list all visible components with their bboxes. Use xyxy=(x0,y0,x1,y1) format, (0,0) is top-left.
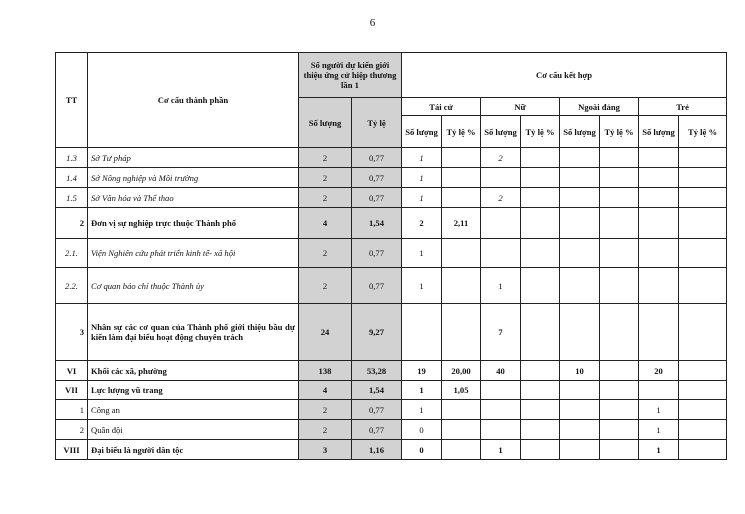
row-ratio: 0,77 xyxy=(352,168,402,188)
row-qty: 2 xyxy=(299,148,352,168)
header-quantity: Số lượng xyxy=(299,98,352,148)
row-re-ratio xyxy=(442,188,481,208)
table-row xyxy=(56,208,727,239)
row-qty: 4 xyxy=(299,208,352,239)
row-re-qty xyxy=(402,304,442,361)
table-row xyxy=(56,400,727,420)
row-tt: VII xyxy=(56,381,88,400)
row-female-ratio xyxy=(521,400,560,420)
header-non-party-ratio: Tỷ lệ % xyxy=(600,116,639,148)
row-tt: VIII xyxy=(56,440,88,460)
row-re-qty: 0 xyxy=(402,440,442,460)
table-row xyxy=(56,168,727,188)
row-name: Công an xyxy=(88,400,299,420)
row-qty: 24 xyxy=(299,304,352,361)
row-young-qty xyxy=(639,188,679,208)
row-name: Đơn vị sự nghiệp trực thuộc Thành phố xyxy=(88,208,299,239)
row-tt: 1 xyxy=(56,400,88,420)
row-re-qty: 1 xyxy=(402,148,442,168)
row-non-party-qty xyxy=(560,208,600,239)
row-qty: 138 xyxy=(299,361,352,381)
row-re-qty: 1 xyxy=(402,381,442,400)
row-female-ratio xyxy=(521,420,560,440)
row-young-qty: 1 xyxy=(639,440,679,460)
row-young-ratio xyxy=(679,188,727,208)
row-non-party-ratio xyxy=(600,440,639,460)
row-tt: VI xyxy=(56,361,88,381)
row-name: Sở Tư pháp xyxy=(88,148,299,168)
row-young-ratio xyxy=(679,361,727,381)
row-tt: 2.1. xyxy=(56,239,88,268)
row-qty: 2 xyxy=(299,268,352,304)
table-row xyxy=(56,268,727,304)
table-row xyxy=(56,188,727,208)
row-non-party-qty xyxy=(560,148,600,168)
row-female-qty xyxy=(481,381,521,400)
header-female: Nữ xyxy=(481,98,560,116)
header-young-qty: Số lượng xyxy=(639,116,679,148)
candidate-structure-table xyxy=(55,52,727,460)
row-female-qty: 1 xyxy=(481,440,521,460)
row-female-qty xyxy=(481,208,521,239)
row-young-qty xyxy=(639,239,679,268)
header-re-elect-ratio: Tỷ lệ % xyxy=(442,116,481,148)
row-name: Sở Văn hóa và Thể thao xyxy=(88,188,299,208)
row-qty: 2 xyxy=(299,188,352,208)
row-young-ratio xyxy=(679,420,727,440)
row-non-party-qty xyxy=(560,420,600,440)
row-re-qty: 0 xyxy=(402,420,442,440)
row-non-party-ratio xyxy=(600,168,639,188)
row-re-ratio xyxy=(442,148,481,168)
row-qty: 2 xyxy=(299,420,352,440)
header-young-ratio: Tỷ lệ % xyxy=(679,116,727,148)
row-qty: 4 xyxy=(299,381,352,400)
row-tt: 1.5 xyxy=(56,188,88,208)
row-re-qty: 1 xyxy=(402,400,442,420)
row-tt: 1.4 xyxy=(56,168,88,188)
row-young-qty xyxy=(639,381,679,400)
row-female-qty: 7 xyxy=(481,304,521,361)
row-female-qty: 2 xyxy=(481,148,521,168)
table-row xyxy=(56,361,727,381)
row-female-ratio xyxy=(521,304,560,361)
row-young-qty xyxy=(639,268,679,304)
row-young-ratio xyxy=(679,168,727,188)
row-female-qty xyxy=(481,400,521,420)
row-young-qty: 1 xyxy=(639,420,679,440)
table-row xyxy=(56,148,727,168)
row-ratio: 0,77 xyxy=(352,268,402,304)
table-row xyxy=(56,239,727,268)
row-qty: 2 xyxy=(299,168,352,188)
row-female-qty: 2 xyxy=(481,188,521,208)
row-name: Sở Nông nghiệp và Môi trường xyxy=(88,168,299,188)
row-tt: 3 xyxy=(56,304,88,361)
row-female-ratio xyxy=(521,208,560,239)
row-name: Khối các xã, phường xyxy=(88,361,299,381)
row-non-party-qty xyxy=(560,168,600,188)
row-non-party-ratio xyxy=(600,268,639,304)
row-non-party-qty xyxy=(560,268,600,304)
header-ratio: Tỷ lệ xyxy=(352,98,402,148)
row-qty: 2 xyxy=(299,239,352,268)
row-female-qty xyxy=(481,168,521,188)
row-re-ratio xyxy=(442,168,481,188)
row-re-ratio: 1,05 xyxy=(442,381,481,400)
row-re-ratio xyxy=(442,420,481,440)
row-re-ratio: 2,11 xyxy=(442,208,481,239)
table-row xyxy=(56,381,727,400)
header-re-elect: Tái cử xyxy=(402,98,481,116)
header-female-ratio: Tỷ lệ % xyxy=(521,116,560,148)
row-re-ratio xyxy=(442,440,481,460)
row-female-ratio xyxy=(521,239,560,268)
row-ratio: 1,54 xyxy=(352,208,402,239)
row-re-qty: 1 xyxy=(402,268,442,304)
row-non-party-qty xyxy=(560,381,600,400)
row-young-qty xyxy=(639,168,679,188)
row-re-qty: 19 xyxy=(402,361,442,381)
row-ratio: 0,77 xyxy=(352,400,402,420)
row-name: Lực lượng vũ trang xyxy=(88,381,299,400)
row-name: Quân đội xyxy=(88,420,299,440)
row-female-qty: 1 xyxy=(481,268,521,304)
row-ratio: 1,16 xyxy=(352,440,402,460)
row-non-party-ratio xyxy=(600,208,639,239)
row-young-ratio xyxy=(679,400,727,420)
row-non-party-ratio xyxy=(600,361,639,381)
row-non-party-ratio xyxy=(600,381,639,400)
row-re-qty: 1 xyxy=(402,239,442,268)
row-non-party-ratio xyxy=(600,148,639,168)
row-ratio: 53,28 xyxy=(352,361,402,381)
row-re-ratio: 20,00 xyxy=(442,361,481,381)
row-ratio: 0,77 xyxy=(352,148,402,168)
row-ratio: 0,77 xyxy=(352,420,402,440)
row-non-party-qty xyxy=(560,400,600,420)
header-non-party: Ngoài đảng xyxy=(560,98,639,116)
row-ratio: 9,27 xyxy=(352,304,402,361)
row-ratio: 0,77 xyxy=(352,239,402,268)
header-tt: TT xyxy=(56,53,88,148)
row-non-party-qty xyxy=(560,188,600,208)
row-tt: 2 xyxy=(56,208,88,239)
row-non-party-ratio xyxy=(600,188,639,208)
row-non-party-qty: 10 xyxy=(560,361,600,381)
row-qty: 3 xyxy=(299,440,352,460)
row-tt: 2 xyxy=(56,420,88,440)
header-non-party-qty: Số lượng xyxy=(560,116,600,148)
header-expected-group: Số người dự kiến giới thiệu ứng cử hiệp thương lần 1 xyxy=(299,53,402,98)
row-qty: 2 xyxy=(299,400,352,420)
row-female-ratio xyxy=(521,148,560,168)
table-row xyxy=(56,420,727,440)
header-re-elect-qty: Số lượng xyxy=(402,116,442,148)
row-female-qty xyxy=(481,420,521,440)
row-tt: 1.3 xyxy=(56,148,88,168)
row-non-party-qty xyxy=(560,304,600,361)
row-non-party-ratio xyxy=(600,400,639,420)
row-re-ratio xyxy=(442,268,481,304)
row-re-ratio xyxy=(442,304,481,361)
row-ratio: 0,77 xyxy=(352,188,402,208)
row-ratio: 1,54 xyxy=(352,381,402,400)
row-non-party-ratio xyxy=(600,304,639,361)
row-young-qty xyxy=(639,304,679,361)
row-non-party-qty xyxy=(560,440,600,460)
row-young-ratio xyxy=(679,268,727,304)
header-young: Trẻ xyxy=(639,98,727,116)
row-non-party-ratio xyxy=(600,239,639,268)
row-re-qty: 1 xyxy=(402,188,442,208)
row-young-qty: 1 xyxy=(639,400,679,420)
header-combined-group: Cơ cấu kết hợp xyxy=(402,53,727,98)
row-female-ratio xyxy=(521,440,560,460)
row-re-qty: 2 xyxy=(402,208,442,239)
header-component: Cơ cấu thành phần xyxy=(88,53,299,148)
row-name: Viện Nghiên cứu phát triển kinh tế- xã hội xyxy=(88,239,299,268)
row-young-ratio xyxy=(679,381,727,400)
row-re-qty: 1 xyxy=(402,168,442,188)
row-name: Nhân sự các cơ quan của Thành phố giới thiệu bầu dự kiến làm đại biểu hoạt động chuyên trách xyxy=(88,304,299,361)
table-row xyxy=(56,440,727,460)
row-young-qty xyxy=(639,148,679,168)
row-female-qty xyxy=(481,239,521,268)
row-young-qty: 20 xyxy=(639,361,679,381)
row-name: Cơ quan báo chí thuộc Thành ủy xyxy=(88,268,299,304)
table-row xyxy=(56,304,727,361)
row-female-ratio xyxy=(521,188,560,208)
page-number: 6 xyxy=(369,17,376,29)
row-female-ratio xyxy=(521,168,560,188)
row-re-ratio xyxy=(442,239,481,268)
row-young-ratio xyxy=(679,208,727,239)
row-female-ratio xyxy=(521,361,560,381)
row-name: Đại biểu là người dân tộc xyxy=(88,440,299,460)
row-young-ratio xyxy=(679,239,727,268)
row-female-ratio xyxy=(521,268,560,304)
row-re-ratio xyxy=(442,400,481,420)
row-female-qty: 40 xyxy=(481,361,521,381)
row-non-party-ratio xyxy=(600,420,639,440)
row-young-qty xyxy=(639,208,679,239)
header-female-qty: Số lượng xyxy=(481,116,521,148)
row-tt: 2.2. xyxy=(56,268,88,304)
row-young-ratio xyxy=(679,304,727,361)
row-young-ratio xyxy=(679,440,727,460)
row-non-party-qty xyxy=(560,239,600,268)
row-female-ratio xyxy=(521,381,560,400)
row-young-ratio xyxy=(679,148,727,168)
